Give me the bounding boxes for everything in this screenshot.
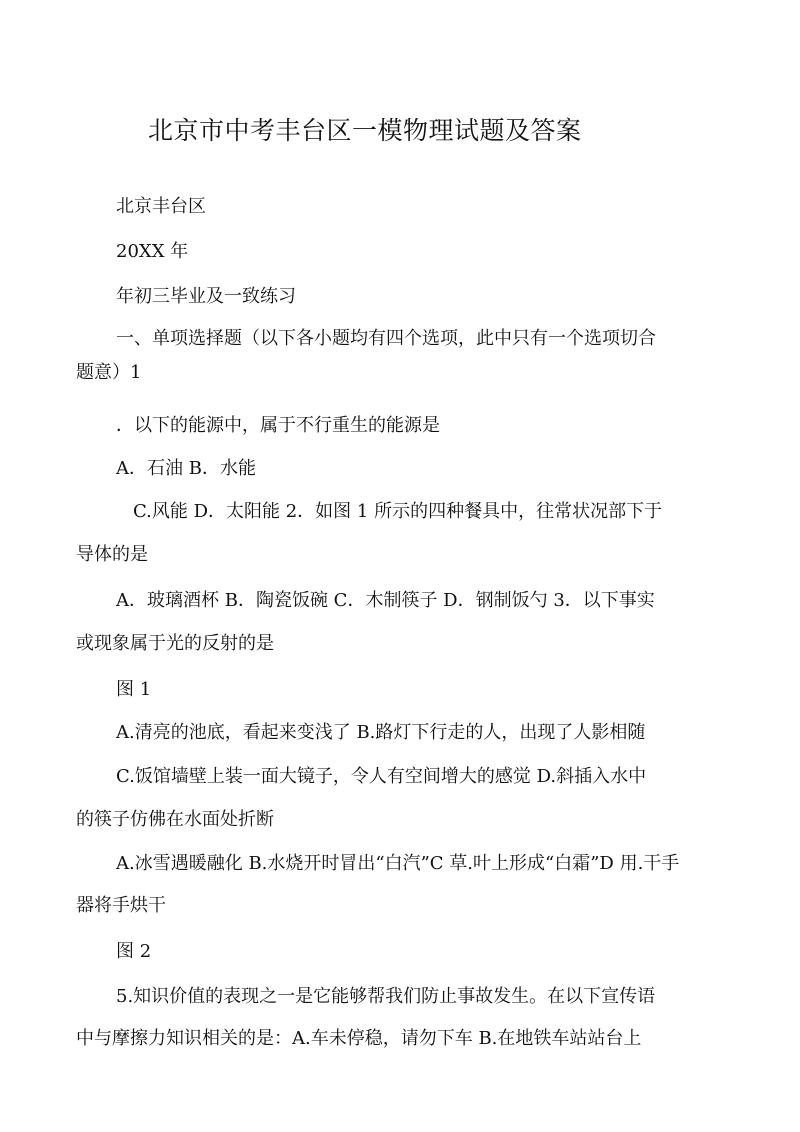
question-3-stem-cont: 或现象属于光的反射的是 bbox=[76, 633, 274, 654]
text-line-region: 北京丰台区 bbox=[116, 196, 206, 217]
question-3-options-cd-cont: 的筷子仿佛在水面处折断 bbox=[76, 809, 274, 830]
document-title: 北京市中考丰台区一模物理试题及答案 bbox=[148, 116, 582, 145]
text-line-year: 20XX 年 bbox=[116, 241, 189, 262]
question-3-options-ab: A.清亮的池底，看起来变浅了 B.路灯下行走的人，出现了人影相随 bbox=[116, 722, 646, 743]
question-5-stem-cont: 中与摩擦力知识相关的是：A.车未停稳，请勿下车 B.在地铁车站站台上 bbox=[76, 1028, 642, 1049]
question-2-stem-cont: 导体的是 bbox=[76, 544, 148, 565]
question-4-options: A.冰雪遇暖融化 B.水烧开时冒出“白汽”C 草.叶上形成“白霜”D 用.干手 bbox=[116, 853, 680, 874]
question-3-options-cd: C.饭馆墙壁上装一面大镜子，令人有空间增大的感觉 D.斜插入水中 bbox=[116, 766, 647, 787]
question-2-options-question-3: A．玻璃酒杯 B．陶瓷饭碗 C．木制筷子 D．钢制饭勺 3．以下事实 bbox=[116, 590, 655, 611]
text-line-section-heading: 一、单项选择题（以下各小题均有四个选项，此中只有一个选项切合 bbox=[116, 328, 656, 349]
figure-2-label: 图 2 bbox=[116, 941, 152, 962]
question-4-options-cont: 器将手烘干 bbox=[76, 895, 166, 916]
question-5-stem: 5.知识价值的表现之一是它能够帮我们防止事故发生。在以下宣传语 bbox=[116, 986, 656, 1007]
text-line-exam-name: 年初三毕业及一致练习 bbox=[116, 286, 296, 307]
question-1-options-cd-question-2: C.风能 D．太阳能 2．如图 1 所示的四种餐具中，往常状况部下于 bbox=[133, 501, 663, 522]
text-line-section-heading-cont: 题意）1 bbox=[76, 362, 142, 383]
question-1-options-ab: A．石油 B．水能 bbox=[116, 458, 256, 479]
figure-1-label: 图 1 bbox=[116, 679, 152, 700]
question-1-stem: ．以下的能源中，属于不行重生的能源是 bbox=[116, 415, 440, 436]
